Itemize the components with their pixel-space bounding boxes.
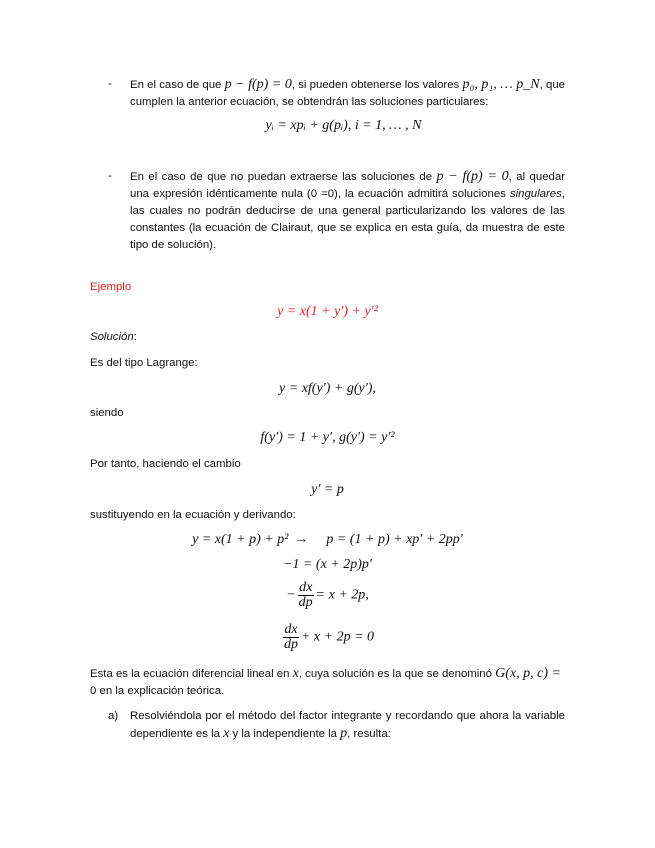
bullet-marker: - bbox=[108, 170, 112, 182]
lagrange-equation: y = xf(y′) + g(y′), bbox=[279, 381, 376, 396]
derivation-step-2: −1 = (x + 2p)p′ bbox=[283, 557, 372, 572]
derivation-step-3: − $\frac{dx}{dp}$ = x + 2p, bbox=[286, 580, 369, 610]
bullet-marker: - bbox=[108, 78, 112, 90]
siendo-text: siendo bbox=[90, 407, 124, 419]
bullet-2-text: En el caso de que no puedan extraerse las soluciones de p − f(p) = 0, al quedar una expresión idénticamente nula (0 =0), la ecuación admitirá soluciones singulares, las cuales no podrán deducirse de una general particularizando los valores de las constantes (la ecuación de Clairaut, que se explica en esta guía, da muestra de este tipo de solución). bbox=[130, 169, 566, 251]
example-equation: y = x(1 + y′) + y′² bbox=[277, 304, 378, 319]
bullet-1-text: En el caso de que p − f(p) = 0, si pueden obtenerse los valores p₀, p₁, … p_N, que cumplen la anterior ecuación, se obtendrán las soluciones particulares: bbox=[130, 77, 565, 108]
linear-equation-paragraph: Esta es la ecuación diferencial lineal en x, cuya solución es la que se denominó G(x, p, c) = 0 en la explicación teórica. bbox=[90, 666, 561, 697]
change-equation: y′ = p bbox=[311, 482, 344, 497]
derivation-step-4: $\frac{dx}{dp}$ + x + 2p = 0 bbox=[283, 622, 375, 652]
f-g-definitions: f(y′) = 1 + y′, g(y′) = y′² bbox=[260, 430, 395, 445]
particular-solutions-equation: yᵢ = xpᵢ + g(pᵢ), i = 1, … , N bbox=[265, 118, 422, 133]
solution-label: Solución: bbox=[90, 331, 137, 343]
lagrange-text: Es del tipo Lagrange: bbox=[90, 357, 198, 369]
derivation-step-1: y = x(1 + p) + p² → p = (1 + p) + xp′ + 2pp′ bbox=[192, 532, 463, 547]
item-a-text: Resolviéndola por el método del factor integrante y recordando que ahora la variable dependiente es la x y la independiente la p, resulta: bbox=[130, 710, 565, 741]
por-tanto-text: Por tanto, haciendo el cambio bbox=[90, 458, 241, 470]
example-heading: Ejemplo bbox=[90, 281, 132, 293]
item-marker: a) bbox=[108, 710, 119, 722]
sustituyendo-text: sustituyendo en la ecuación y derivando: bbox=[90, 509, 296, 521]
